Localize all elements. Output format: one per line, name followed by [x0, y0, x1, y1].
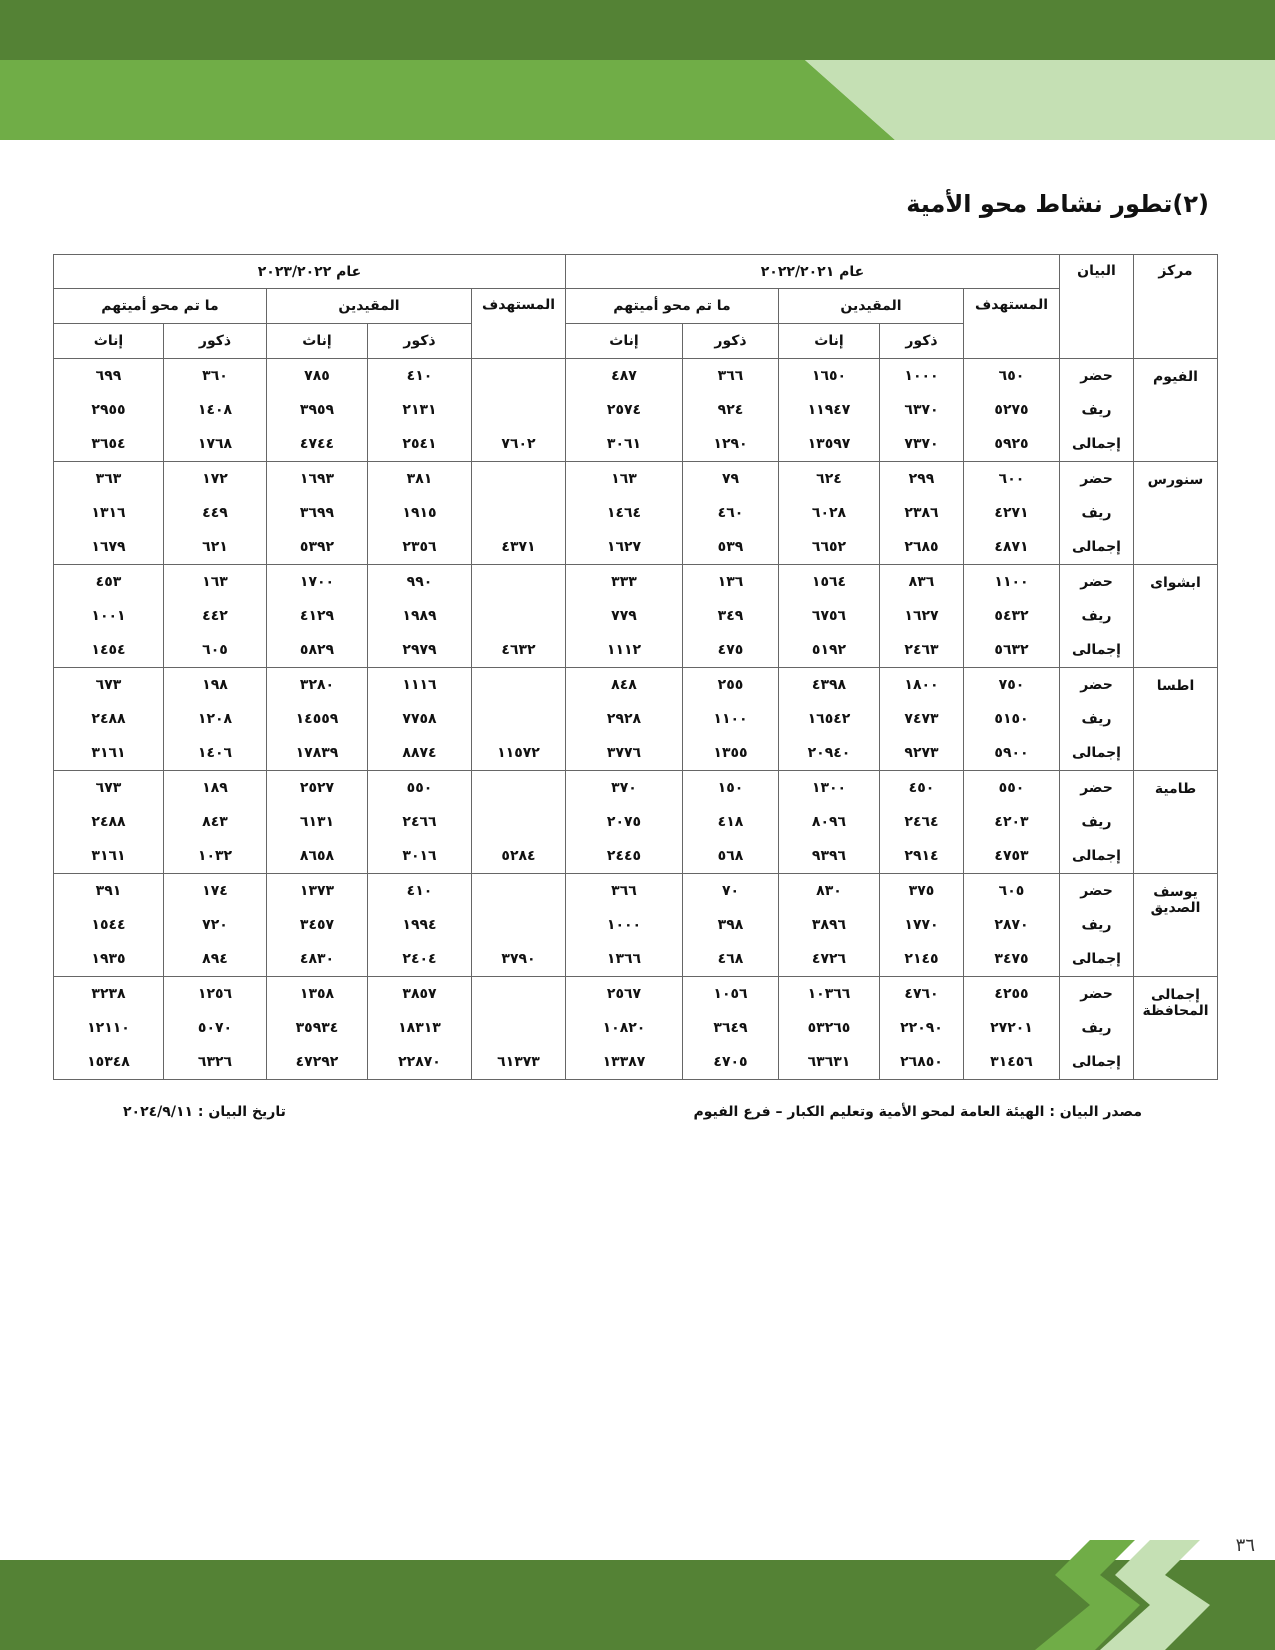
cell-y2-target: ٤٦٣٢	[472, 633, 566, 668]
header-females: إناث	[54, 324, 164, 359]
cell-y1-target: ٥١٥٠	[964, 702, 1060, 736]
cell-y2-enr-m: ٤١٠	[368, 359, 472, 394]
table-row	[54, 668, 1218, 703]
header-targeted: المستهدف	[472, 289, 566, 359]
cell-y1-enr-f: ٦٧٥٦	[779, 599, 880, 633]
cell-y2-erad-m: ٨٤٣	[164, 805, 267, 839]
cell-y1-enr-m: ١٠٠٠	[880, 359, 964, 394]
cell-y1-target: ٤٨٧١	[964, 530, 1060, 565]
cell-y1-enr-m: ٢١٤٥	[880, 942, 964, 977]
cell-y1-erad-m: ١٠٥٦	[683, 977, 779, 1012]
cell-y2-enr-f: ٧٨٥	[267, 359, 368, 394]
cell-y1-erad-m: ١٢٩٠	[683, 427, 779, 462]
center-name: إجمالى المحافظة	[1134, 977, 1218, 1080]
row-label: إجمالى	[1060, 736, 1134, 771]
cell-y2-enr-f: ٥٨٢٩	[267, 633, 368, 668]
cell-y1-enr-f: ١٦٥٠	[779, 359, 880, 394]
cell-y2-target	[472, 668, 566, 703]
bottom-footer-band	[0, 1525, 1275, 1650]
table-body	[54, 359, 1218, 1080]
cell-y2-erad-m: ١٩٨	[164, 668, 267, 703]
cell-y1-enr-f: ٤٧٢٦	[779, 942, 880, 977]
cell-y1-erad-m: ٩٢٤	[683, 393, 779, 427]
cell-y2-erad-m: ٦٣٢٦	[164, 1045, 267, 1080]
cell-y1-target: ٥٥٠	[964, 771, 1060, 806]
cell-y1-erad-f: ٢٥٦٧	[566, 977, 683, 1012]
cell-y1-enr-f: ٦٦٥٢	[779, 530, 880, 565]
cell-y2-enr-f: ٢٥٢٧	[267, 771, 368, 806]
cell-y2-enr-m: ٢٩٧٩	[368, 633, 472, 668]
top-header-band	[0, 0, 1275, 140]
center-name: يوسف الصديق	[1134, 874, 1218, 977]
cell-y2-target	[472, 874, 566, 909]
cell-y2-enr-f: ٥٣٩٢	[267, 530, 368, 565]
cell-y2-enr-m: ٣٨٥٧	[368, 977, 472, 1012]
center-name: طامية	[1134, 771, 1218, 874]
table-row	[54, 599, 1218, 633]
cell-y2-erad-f: ١٣١٦	[54, 496, 164, 530]
cell-y2-target	[472, 359, 566, 394]
row-label: ريف	[1060, 393, 1134, 427]
cell-y2-target	[472, 462, 566, 497]
cell-y2-enr-f: ١٧٨٣٩	[267, 736, 368, 771]
cell-y2-enr-m: ٧٧٥٨	[368, 702, 472, 736]
row-label: إجمالى	[1060, 1045, 1134, 1080]
cell-y2-erad-m: ٤٤٩	[164, 496, 267, 530]
cell-y2-enr-m: ٢٢٨٧٠	[368, 1045, 472, 1080]
cell-y1-erad-m: ٧٩	[683, 462, 779, 497]
cell-y1-enr-m: ٢٢٠٩٠	[880, 1011, 964, 1045]
cell-y1-erad-m: ١٣٥٥	[683, 736, 779, 771]
header-males: ذكور	[880, 324, 964, 359]
cell-y1-erad-m: ٢٥٥	[683, 668, 779, 703]
cell-y1-enr-m: ١٦٢٧	[880, 599, 964, 633]
cell-y2-erad-f: ١٩٣٥	[54, 942, 164, 977]
cell-y2-enr-f: ٨٦٥٨	[267, 839, 368, 874]
cell-y1-enr-m: ١٧٧٠	[880, 908, 964, 942]
cell-y1-enr-m: ٤٧٦٠	[880, 977, 964, 1012]
row-label: ريف	[1060, 496, 1134, 530]
cell-y2-enr-f: ٣٦٩٩	[267, 496, 368, 530]
cell-y1-enr-f: ١٣٠٠	[779, 771, 880, 806]
table-row	[54, 427, 1218, 462]
cell-y1-enr-f: ١٦٥٤٢	[779, 702, 880, 736]
center-name: اطسا	[1134, 668, 1218, 771]
row-label: حضر	[1060, 565, 1134, 600]
cell-y1-erad-f: ٣٠٦١	[566, 427, 683, 462]
row-label: إجمالى	[1060, 942, 1134, 977]
row-label: حضر	[1060, 874, 1134, 909]
header-females: إناث	[267, 324, 368, 359]
cell-y1-erad-m: ١٥٠	[683, 771, 779, 806]
cell-y2-erad-f: ٣٦٥٤	[54, 427, 164, 462]
cell-y1-erad-m: ١٣٦	[683, 565, 779, 600]
cell-y2-enr-f: ١٣٧٣	[267, 874, 368, 909]
data-source: مصدر البيان : الهيئة العامة لمحو الأمية وتعليم الكبار – فرع الفيوم	[693, 1104, 1142, 1120]
cell-y2-erad-f: ٢٩٥٥	[54, 393, 164, 427]
row-label: حضر	[1060, 977, 1134, 1012]
cell-y2-erad-m: ١٢٠٨	[164, 702, 267, 736]
cell-y2-erad-m: ١٠٣٢	[164, 839, 267, 874]
cell-y2-erad-f: ٦٩٩	[54, 359, 164, 394]
header-males: ذكور	[683, 324, 779, 359]
cell-y2-enr-m: ١٩٨٩	[368, 599, 472, 633]
header-targeted: المستهدف	[964, 289, 1060, 359]
row-label: إجمالى	[1060, 530, 1134, 565]
header-eradicated: ما تم محو أميتهم	[54, 289, 267, 324]
cell-y1-enr-m: ٣٧٥	[880, 874, 964, 909]
cell-y2-enr-m: ٢٥٤١	[368, 427, 472, 462]
header-eradicated: ما تم محو أميتهم	[566, 289, 779, 324]
cell-y1-erad-m: ٤٧٥	[683, 633, 779, 668]
table-row	[54, 359, 1218, 394]
cell-y1-target: ٧٥٠	[964, 668, 1060, 703]
cell-y1-enr-f: ٦٢٤	[779, 462, 880, 497]
table-row	[54, 977, 1218, 1012]
cell-y2-enr-m: ٣٨١	[368, 462, 472, 497]
cell-y2-target	[472, 977, 566, 1012]
table-row	[54, 565, 1218, 600]
cell-y2-enr-f: ١٤٥٥٩	[267, 702, 368, 736]
row-label: ريف	[1060, 702, 1134, 736]
cell-y1-erad-f: ١٠٠٠	[566, 908, 683, 942]
row-label: حضر	[1060, 668, 1134, 703]
cell-y2-erad-f: ٣٦٣	[54, 462, 164, 497]
cell-y1-erad-f: ٤٨٧	[566, 359, 683, 394]
cell-y2-enr-m: ٥٥٠	[368, 771, 472, 806]
cell-y2-erad-m: ١٧٦٨	[164, 427, 267, 462]
cell-y2-target: ٣٧٩٠	[472, 942, 566, 977]
header-males: ذكور	[368, 324, 472, 359]
cell-y2-erad-f: ٣٢٣٨	[54, 977, 164, 1012]
cell-y1-enr-f: ١٣٥٩٧	[779, 427, 880, 462]
cell-y2-erad-m: ٤٤٢	[164, 599, 267, 633]
center-name: سنورس	[1134, 462, 1218, 565]
cell-y1-erad-f: ٢٠٧٥	[566, 805, 683, 839]
cell-y1-erad-m: ٥٦٨	[683, 839, 779, 874]
cell-y2-enr-m: ١١١٦	[368, 668, 472, 703]
cell-y1-enr-m: ٨٣٦	[880, 565, 964, 600]
cell-y2-erad-f: ٢٤٨٨	[54, 702, 164, 736]
row-label: حضر	[1060, 359, 1134, 394]
header-enrolled: المقيدين	[779, 289, 964, 324]
cell-y2-enr-f: ٣٢٨٠	[267, 668, 368, 703]
cell-y1-enr-m: ٢٦٨٥٠	[880, 1045, 964, 1080]
cell-y2-target	[472, 1011, 566, 1045]
cell-y1-erad-f: ٧٧٩	[566, 599, 683, 633]
cell-y2-erad-m: ٧٢٠	[164, 908, 267, 942]
page-title: (٢)تطور نشاط محو الأمية	[906, 190, 1209, 218]
cell-y1-enr-f: ٥١٩٢	[779, 633, 880, 668]
cell-y1-erad-f: ٣٣٣	[566, 565, 683, 600]
cell-y1-target: ٥٩٠٠	[964, 736, 1060, 771]
header-enrolled: المقيدين	[267, 289, 472, 324]
table-row	[54, 805, 1218, 839]
cell-y1-target: ٣٤٧٥	[964, 942, 1060, 977]
cell-y2-target	[472, 702, 566, 736]
row-label: ريف	[1060, 805, 1134, 839]
cell-y1-target: ٢٨٧٠	[964, 908, 1060, 942]
page-number: ٣٦	[1235, 1535, 1255, 1556]
cell-y1-erad-f: ١٠٨٢٠	[566, 1011, 683, 1045]
cell-y2-enr-m: ٢١٣١	[368, 393, 472, 427]
data-date: تاريخ البيان : ٢٠٢٤/٩/١١	[123, 1104, 286, 1120]
table-row	[54, 496, 1218, 530]
cell-y1-target: ٢٧٢٠١	[964, 1011, 1060, 1045]
header-center: مركز	[1134, 255, 1218, 359]
cell-y1-erad-f: ٣٧٧٦	[566, 736, 683, 771]
header-females: إناث	[779, 324, 880, 359]
cell-y2-target: ١١٥٧٢	[472, 736, 566, 771]
cell-y1-enr-f: ١٥٦٤	[779, 565, 880, 600]
cell-y1-enr-f: ٤٣٩٨	[779, 668, 880, 703]
header-females: إناث	[566, 324, 683, 359]
cell-y2-erad-m: ٦٠٥	[164, 633, 267, 668]
table-row	[54, 839, 1218, 874]
cell-y1-erad-f: ١٦٢٧	[566, 530, 683, 565]
cell-y1-target: ٣١٤٥٦	[964, 1045, 1060, 1080]
cell-y2-enr-m: ٩٩٠	[368, 565, 472, 600]
cell-y1-enr-f: ١٠٣٦٦	[779, 977, 880, 1012]
cell-y2-target	[472, 599, 566, 633]
cell-y1-erad-m: ٤١٨	[683, 805, 779, 839]
cell-y2-enr-m: ٢٤٦٦	[368, 805, 472, 839]
cell-y1-erad-f: ٨٤٨	[566, 668, 683, 703]
cell-y2-erad-m: ٥٠٧٠	[164, 1011, 267, 1045]
header-item: البيان	[1060, 255, 1134, 359]
cell-y2-target	[472, 805, 566, 839]
cell-y1-enr-m: ٢٦٨٥	[880, 530, 964, 565]
cell-y1-target: ٥٦٣٢	[964, 633, 1060, 668]
cell-y2-erad-f: ١٥٤٤	[54, 908, 164, 942]
cell-y2-enr-m: ٢٤٠٤	[368, 942, 472, 977]
cell-y1-erad-f: ٢٤٤٥	[566, 839, 683, 874]
cell-y2-erad-f: ٢٤٨٨	[54, 805, 164, 839]
cell-y1-erad-m: ٤٧٠٥	[683, 1045, 779, 1080]
cell-y1-enr-m: ٢٤٦٣	[880, 633, 964, 668]
cell-y1-erad-f: ١٣٦٦	[566, 942, 683, 977]
cell-y1-erad-m: ٣٦٤٩	[683, 1011, 779, 1045]
table-row	[54, 1045, 1218, 1080]
center-name: ابشواى	[1134, 565, 1218, 668]
cell-y1-erad-f: ٣٧٠	[566, 771, 683, 806]
table-row	[54, 1011, 1218, 1045]
cell-y2-erad-f: ٦٧٣	[54, 771, 164, 806]
table-row	[54, 908, 1218, 942]
table-row	[54, 702, 1218, 736]
cell-y1-enr-f: ٥٣٢٦٥	[779, 1011, 880, 1045]
cell-y2-enr-f: ٤٧٢٩٢	[267, 1045, 368, 1080]
cell-y2-erad-f: ١٠٠١	[54, 599, 164, 633]
cell-y2-enr-f: ٣٩٥٩	[267, 393, 368, 427]
cell-y1-enr-m: ٢٩٩	[880, 462, 964, 497]
header-males: ذكور	[164, 324, 267, 359]
cell-y1-target: ٦٥٠	[964, 359, 1060, 394]
table-row	[54, 530, 1218, 565]
cell-y2-erad-m: ٦٢١	[164, 530, 267, 565]
cell-y1-erad-f: ٣٦٦	[566, 874, 683, 909]
table-row	[54, 736, 1218, 771]
cell-y2-target: ٥٢٨٤	[472, 839, 566, 874]
cell-y2-erad-f: ٦٧٣	[54, 668, 164, 703]
cell-y2-erad-m: ١٤٠٨	[164, 393, 267, 427]
cell-y2-enr-f: ٣٥٩٣٤	[267, 1011, 368, 1045]
cell-y2-erad-m: ٣٦٠	[164, 359, 267, 394]
cell-y2-erad-m: ١٢٥٦	[164, 977, 267, 1012]
cell-y1-erad-f: ١٣٣٨٧	[566, 1045, 683, 1080]
cell-y1-erad-m: ٣٤٩	[683, 599, 779, 633]
row-label: ريف	[1060, 908, 1134, 942]
cell-y2-erad-m: ٨٩٤	[164, 942, 267, 977]
cell-y1-erad-m: ٥٣٩	[683, 530, 779, 565]
table-row	[54, 462, 1218, 497]
cell-y2-enr-m: ٤١٠	[368, 874, 472, 909]
header-year-2: عام ٢٠٢٣/٢٠٢٢	[54, 255, 566, 289]
cell-y1-erad-m: ٣٩٨	[683, 908, 779, 942]
cell-y2-enr-f: ١٣٥٨	[267, 977, 368, 1012]
cell-y2-erad-f: ١٦٧٩	[54, 530, 164, 565]
cell-y2-target	[472, 393, 566, 427]
cell-y2-erad-f: ١٢١١٠	[54, 1011, 164, 1045]
table-row	[54, 633, 1218, 668]
cell-y2-target: ٧٦٠٢	[472, 427, 566, 462]
cell-y1-target: ٤٢٥٥	[964, 977, 1060, 1012]
cell-y2-enr-f: ٦١٣١	[267, 805, 368, 839]
cell-y2-target: ٤٣٧١	[472, 530, 566, 565]
cell-y1-erad-f: ٢٩٢٨	[566, 702, 683, 736]
cell-y1-enr-f: ١١٩٤٧	[779, 393, 880, 427]
cell-y1-target: ٦٠٠	[964, 462, 1060, 497]
literacy-table	[53, 254, 1218, 1080]
cell-y2-erad-f: ٣١٦١	[54, 736, 164, 771]
cell-y1-target: ٦٠٥	[964, 874, 1060, 909]
cell-y2-enr-m: ١٩٩٤	[368, 908, 472, 942]
cell-y2-target	[472, 565, 566, 600]
table-row	[54, 393, 1218, 427]
cell-y2-enr-m: ١٩١٥	[368, 496, 472, 530]
cell-y2-erad-f: ٤٥٣	[54, 565, 164, 600]
cell-y1-target: ٤٧٥٣	[964, 839, 1060, 874]
cell-y2-target	[472, 496, 566, 530]
row-label: حضر	[1060, 462, 1134, 497]
cell-y2-enr-f: ١٦٩٣	[267, 462, 368, 497]
cell-y1-enr-m: ٧٤٧٣	[880, 702, 964, 736]
cell-y1-enr-f: ٨٠٩٦	[779, 805, 880, 839]
cell-y2-erad-f: ١٤٥٤	[54, 633, 164, 668]
cell-y2-erad-m: ١٤٠٦	[164, 736, 267, 771]
cell-y2-target	[472, 908, 566, 942]
cell-y1-enr-f: ٢٠٩٤٠	[779, 736, 880, 771]
cell-y2-enr-m: ١٨٣١٣	[368, 1011, 472, 1045]
cell-y1-enr-m: ٦٣٧٠	[880, 393, 964, 427]
cell-y1-target: ٤٢٠٣	[964, 805, 1060, 839]
cell-y2-enr-f: ٤٧٤٤	[267, 427, 368, 462]
row-label: ريف	[1060, 1011, 1134, 1045]
center-name: الفيوم	[1134, 359, 1218, 462]
cell-y1-target: ٤٢٧١	[964, 496, 1060, 530]
cell-y1-enr-f: ٦٠٢٨	[779, 496, 880, 530]
cell-y1-erad-m: ٤٦٨	[683, 942, 779, 977]
row-label: إجمالى	[1060, 839, 1134, 874]
cell-y2-erad-f: ٣١٦١	[54, 839, 164, 874]
cell-y2-enr-f: ١٧٠٠	[267, 565, 368, 600]
cell-y2-enr-m: ٣٠١٦	[368, 839, 472, 874]
cell-y1-enr-f: ٩٣٩٦	[779, 839, 880, 874]
cell-y1-enr-m: ٢٩١٤	[880, 839, 964, 874]
table-row	[54, 942, 1218, 977]
cell-y1-enr-m: ١٨٠٠	[880, 668, 964, 703]
row-label: إجمالى	[1060, 427, 1134, 462]
cell-y1-erad-f: ١١١٢	[566, 633, 683, 668]
cell-y1-enr-m: ٤٥٠	[880, 771, 964, 806]
table-row	[54, 874, 1218, 909]
cell-y1-enr-m: ٢٤٦٤	[880, 805, 964, 839]
cell-y2-enr-m: ٨٨٧٤	[368, 736, 472, 771]
cell-y2-enr-f: ٤٨٣٠	[267, 942, 368, 977]
cell-y1-enr-f: ٨٣٠	[779, 874, 880, 909]
cell-y1-erad-m: ١١٠٠	[683, 702, 779, 736]
cell-y2-erad-m: ١٧٢	[164, 462, 267, 497]
cell-y1-erad-f: ١٤٦٤	[566, 496, 683, 530]
row-label: حضر	[1060, 771, 1134, 806]
cell-y2-target	[472, 771, 566, 806]
row-label: إجمالى	[1060, 633, 1134, 668]
cell-y1-erad-f: ٢٥٧٤	[566, 393, 683, 427]
cell-y2-enr-f: ٣٤٥٧	[267, 908, 368, 942]
cell-y1-enr-m: ٢٣٨٦	[880, 496, 964, 530]
cell-y2-enr-f: ٤١٢٩	[267, 599, 368, 633]
cell-y1-erad-m: ٣٦٦	[683, 359, 779, 394]
cell-y1-target: ١١٠٠	[964, 565, 1060, 600]
cell-y1-enr-f: ٦٣٦٣١	[779, 1045, 880, 1080]
cell-y1-enr-m: ٧٣٧٠	[880, 427, 964, 462]
cell-y1-target: ٥٤٣٢	[964, 599, 1060, 633]
row-label: ريف	[1060, 599, 1134, 633]
cell-y1-enr-f: ٣٨٩٦	[779, 908, 880, 942]
cell-y2-enr-m: ٢٣٥٦	[368, 530, 472, 565]
header-year-1: عام ٢٠٢٢/٢٠٢١	[566, 255, 1060, 289]
cell-y1-erad-m: ٤٦٠	[683, 496, 779, 530]
cell-y2-erad-f: ١٥٣٤٨	[54, 1045, 164, 1080]
cell-y1-enr-m: ٩٢٧٣	[880, 736, 964, 771]
cell-y1-erad-m: ٧٠	[683, 874, 779, 909]
cell-y2-target: ٦١٣٧٣	[472, 1045, 566, 1080]
cell-y2-erad-m: ١٨٩	[164, 771, 267, 806]
cell-y1-target: ٥٢٧٥	[964, 393, 1060, 427]
table-row	[54, 771, 1218, 806]
cell-y2-erad-f: ٣٩١	[54, 874, 164, 909]
cell-y1-erad-f: ١٦٣	[566, 462, 683, 497]
cell-y2-erad-m: ١٦٣	[164, 565, 267, 600]
cell-y2-erad-m: ١٧٤	[164, 874, 267, 909]
cell-y1-target: ٥٩٢٥	[964, 427, 1060, 462]
